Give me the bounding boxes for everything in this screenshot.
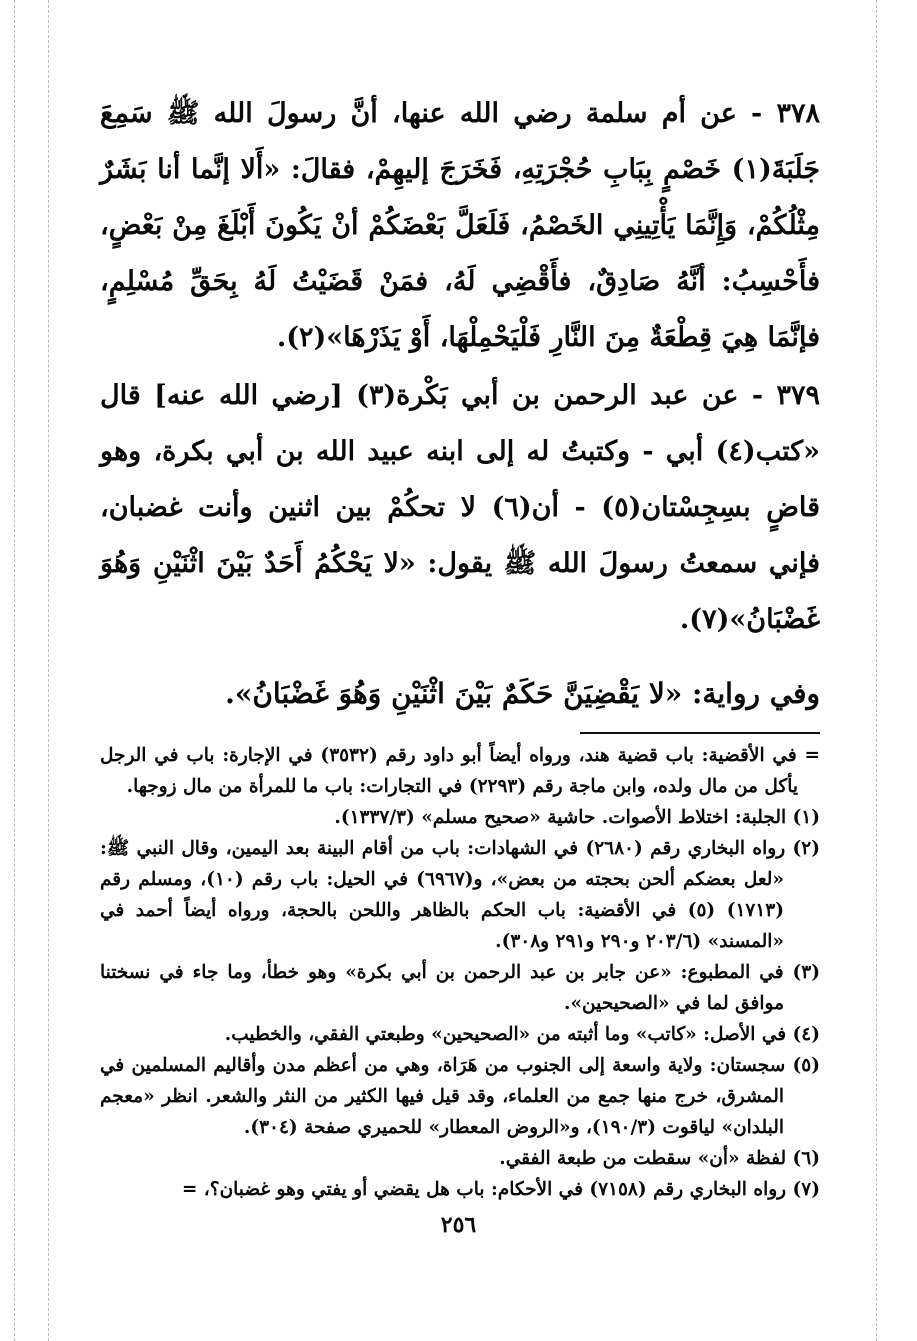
footnote-5: (٥) سجستان: ولاية واسعة إلى الجنوب من هَرَاة، وهي من أعظم مدن وأقاليم المسلمين في المشرق، خرج منها جمع من العلماء، وقد قيل فيها الكثير من النثر والشعر. انظر «معجم البلدان» لياقوت (١٩٠/٣)، و«الروض المعطار» للحميري صفحة (٣٠٤). xyxy=(100,1055,820,1138)
hadith-378: ٣٧٨ - عن أم سلمة رضي الله عنها، أنَّ رسولَ الله ﷺ سَمِعَ جَلَبَةَ(١) خَصْمٍ بِبَابِ حُجْرَتِهِ، فَخَرَجَ إليهِمْ، فقالَ: «أَلا إنَّما أنا بَشَرٌ مِثْلُكُمْ، وَإِنَّمَا يَأْتِينِي الخَصْمُ، فَلَعَلَّ بَعْضَكُمْ أنْ يَكُونَ أَبْلَغَ مِنْ بَعْضٍ، فأَحْسِبُ: أنَّهُ صَادِقٌ، فأَقْضِي لَهُ، فمَنْ قَضَيْتُ لَهُ بِحَقِّ مُسْلِمٍ، فإنَّمَا هِيَ قِطْعَةٌ مِنَ النَّارِ فَلْيَحْمِلْهَا، أَوْ يَذَرْهَا»(٢). xyxy=(100,98,820,353)
guide-line xyxy=(14,0,15,1341)
hadith-text: عن أم سلمة رضي الله عنها، أنَّ رسولَ الله ﷺ سَمِعَ جَلَبَةَ(١) خَصْمٍ بِبَابِ حُجْرَتِهِ، فَخَرَجَ إليهِمْ، فقالَ: «أَلا إنَّما أنا بَشَرٌ مِثْلُكُمْ، وَإِنَّمَا يَأْتِينِي الخَصْمُ، فَلَعَلَّ بَعْضَكُمْ أنْ يَكُونَ أَبْلَغَ مِنْ بَعْضٍ، فأَحْسِبُ: أنَّهُ صَادِقٌ، فأَقْضِي لَهُ، فمَنْ قَضَيْتُ لَهُ بِحَقِّ مُسْلِمٍ، فإنَّمَا هِيَ قِطْعَةٌ مِنَ النَّارِ فَلْيَحْمِلْهَا، أَوْ يَذَرْهَا»(٢). xyxy=(100,98,820,353)
footnote-3: (٣) في المطبوع: «عن جابر بن عبد الرحمن بن أبي بكرة» وهو خطأ، وما جاء في نسختنا موافق لما في «الصحيحين». xyxy=(100,962,820,1014)
footnote-4: (٤) في الأصل: «كاتب» وما أثبته من «الصحيحين» وطبعتي الفقي، والخطيب. xyxy=(224,1024,820,1045)
hadith-number: ٣٧٩ xyxy=(776,380,820,411)
page-number: ٢٥٦ xyxy=(440,1212,477,1238)
footnotes xyxy=(100,740,820,1205)
variant-narration: وفي رواية: «لا يَقْضِيَنَّ حَكَمٌ بَيْنَ اثْنَيْنِ وَهُوَ غَضْبَانُ». xyxy=(225,677,820,710)
hadith-379: ٣٧٩ - عن عبد الرحمن بن أبي بَكْرة(٣) [رضي الله عنه] قال «كتب(٤) أبي - وكتبتُ له إلى ابنه عبيد الله بن أبي بكرة، وهو قاضٍ بسِجِسْتان(٥) - أن(٦) لا تحكُمْ بين اثنين وأنت غضبان، فإني سمعتُ رسولَ الله ﷺ يقول: «لا يَحْكُمُ أَحَدٌ بَيْنَ اثْنَيْنِ وَهُوَ غَضْبَانُ»(٧). xyxy=(100,380,820,635)
footnote-continued: = في الأقضية: باب قضية هند، ورواه أيضاً أبو داود رقم (٣٥٣٢) في الإجارة: باب في الرجل يأكل من مال ولده، وابن ماجة رقم (٢٢٩٣) في التجارات: باب ما للمرأة من مال زوجها. xyxy=(100,745,820,797)
hadith-number: ٣٧٨ xyxy=(776,98,820,129)
footnote-1: (١) الجلبة: اختلاط الأصوات. حاشية «صحيح مسلم» (١٣٣٧/٣). xyxy=(334,807,820,828)
footnote-2: (٢) رواه البخاري رقم (٢٦٨٠) في الشهادات: باب من أقام البينة بعد اليمين، وقال النبي ﷺ: «لعل بعضكم ألحن بحجته من بعض»، و(٦٩٦٧) في الحيل: باب رقم (١٠)، ومسلم رقم (١٧١٣) (٥) في الأقضية: باب الحكم بالظاهر واللحن بالحجة، ورواه أيضاً أحمد في «المسند» (٢٠٣/٦ و٢٩٠ و٢٩١ و٣٠٨). xyxy=(100,838,820,952)
hadith-text: عن عبد الرحمن بن أبي بَكْرة(٣) [رضي الله عنه] قال «كتب(٤) أبي - وكتبتُ له إلى ابنه عبيد الله بن أبي بكرة، وهو قاضٍ بسِجِسْتان(٥) - أن(٦) لا تحكُمْ بين اثنين وأنت غضبان، فإني سمعتُ رسولَ الله ﷺ يقول: «لا يَحْكُمُ أَحَدٌ بَيْنَ اثْنَيْنِ وَهُوَ غَضْبَانُ»(٧). xyxy=(100,380,820,635)
footnote-7: (٧) رواه البخاري رقم (٧١٥٨) في الأحكام: باب هل يقضي أو يفتي وهو غضبان؟، = xyxy=(181,1179,820,1200)
main-text xyxy=(100,86,820,722)
guide-line xyxy=(876,0,877,1341)
footnote-6: (٦) لفظة «أن» سقطت من طبعة الفقي. xyxy=(499,1148,820,1169)
book-page xyxy=(100,86,820,1205)
footnote-separator xyxy=(580,732,820,734)
guide-line xyxy=(48,0,49,1341)
